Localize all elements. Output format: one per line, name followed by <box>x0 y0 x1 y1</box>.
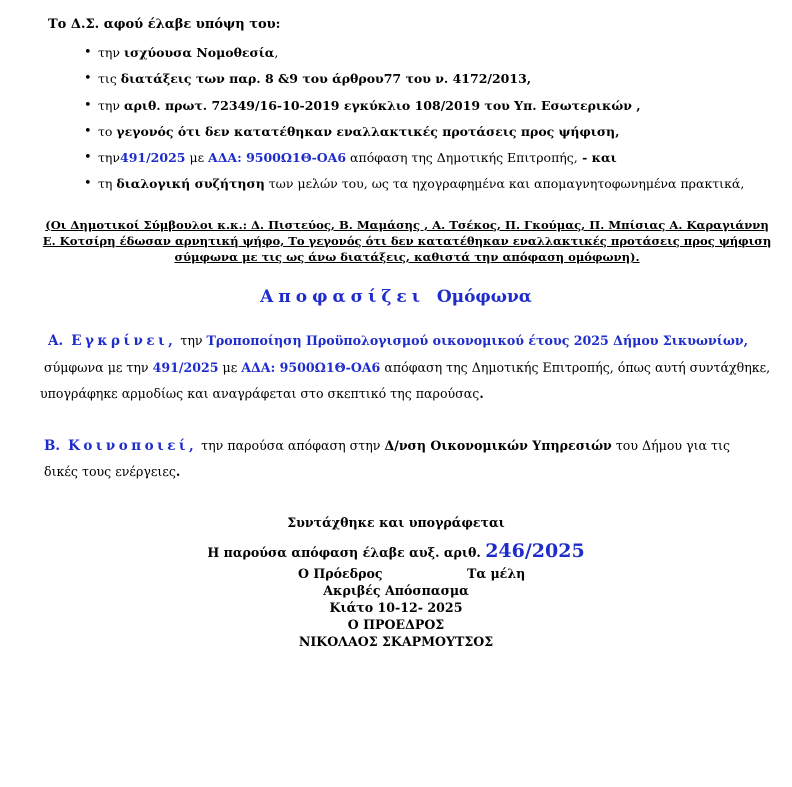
list-item: • την αριθ. πρωτ. 72349/16-10-2019 εγκύκλιο 108/2019 του Υπ. Εσωτερικών , <box>84 97 744 123</box>
members-label: Τα μέλη <box>467 566 526 581</box>
president-label: Ο Πρόεδρος <box>298 566 383 581</box>
president-name: ΝΙΚΟΛΑΟΣ ΣΚΑΡΜΟΥΤΣΟΣ <box>298 634 494 649</box>
decision-heading: Αποφασίζει Ομόφωνα <box>260 287 532 307</box>
list-item: • την ισχύουσα Νομοθεσία, <box>84 44 744 70</box>
considerations-list <box>84 44 744 202</box>
section-b-line1: Β. Κοινοποιεί, την παρούσα απόφαση στην Δ/νση Οικονομικών Υπηρεσιών του Δήμου για τις <box>44 438 731 454</box>
president-title: Ο ΠΡΟΕΔΡΟΣ <box>347 617 445 632</box>
section-a-line2: σύμφωνα με την 491/2025 με ΑΔΑ: 9500Ω1Θ-ΟΑ6 απόφαση της Δημοτικής Επιτροπής, όπως αυτή συντάχθηκε, <box>44 360 771 375</box>
decision-number: 246/2025 <box>485 540 585 562</box>
signed-line: Συντάχθηκε και υπογράφεται <box>287 515 505 530</box>
decision-number-line: Η παρούσα απόφαση έλαβε αυξ. αριθ. 246/2025 <box>207 540 585 562</box>
voting-note: (Οι Δημοτικοί Σύμβουλοι κ.κ.: Δ. Πιστεύος, Β. Μαμάσης , Α. Τσέκος, Π. Γκούμας, Π. Μπίσιας Α. Καραγιάννη Ε. Κοτσίρη έδωσαν αρνητική ψήφο, Το γεγονός ότι δεν κατατέθηκαν εναλλακτικές προτάσεις προς ψήφιση σύμφωνα με τις ως άνω διατάξεις, καθιστά την απόφαση ομόφωνη). <box>42 218 772 264</box>
section-a-line1: Α. Εγκρίνει, την Τροποποίηση Προϋπολογισμού οικονομικού έτους 2025 Δήμου Σικυωνίων, <box>48 333 748 349</box>
list-item: • το γεγονός ότι δεν κατατέθηκαν εναλλακτικές προτάσεις προς ψήφιση, <box>84 123 744 149</box>
list-item: • τις διατάξεις των παρ. 8 &9 του άρθρου77 του ν. 4172/2013, <box>84 70 744 96</box>
section-b-line2: δικές τους ενέργειες. <box>44 464 181 479</box>
place-date: Κιάτο 10-12- 2025 <box>329 600 463 615</box>
section-a-line3: υπογράφηκε αρμοδίως και αναγράφεται στο σκεπτικό της παρούσας. <box>40 386 484 401</box>
list-item: • την491/2025 με ΑΔΑ: 9500Ω1Θ-ΟΑ6 απόφαση της Δημοτικής Επιτροπής, - και <box>84 149 744 175</box>
intro-heading: Το Δ.Σ. αφού έλαβε υπόψη του: <box>48 17 281 32</box>
true-copy: Ακριβές Απόσπασμα <box>323 583 469 598</box>
list-item: • τη διαλογική συζήτηση των μελών του, ως τα ηχογραφημένα και απομαγνητοφωνημένα πρακτικά, <box>84 175 744 201</box>
